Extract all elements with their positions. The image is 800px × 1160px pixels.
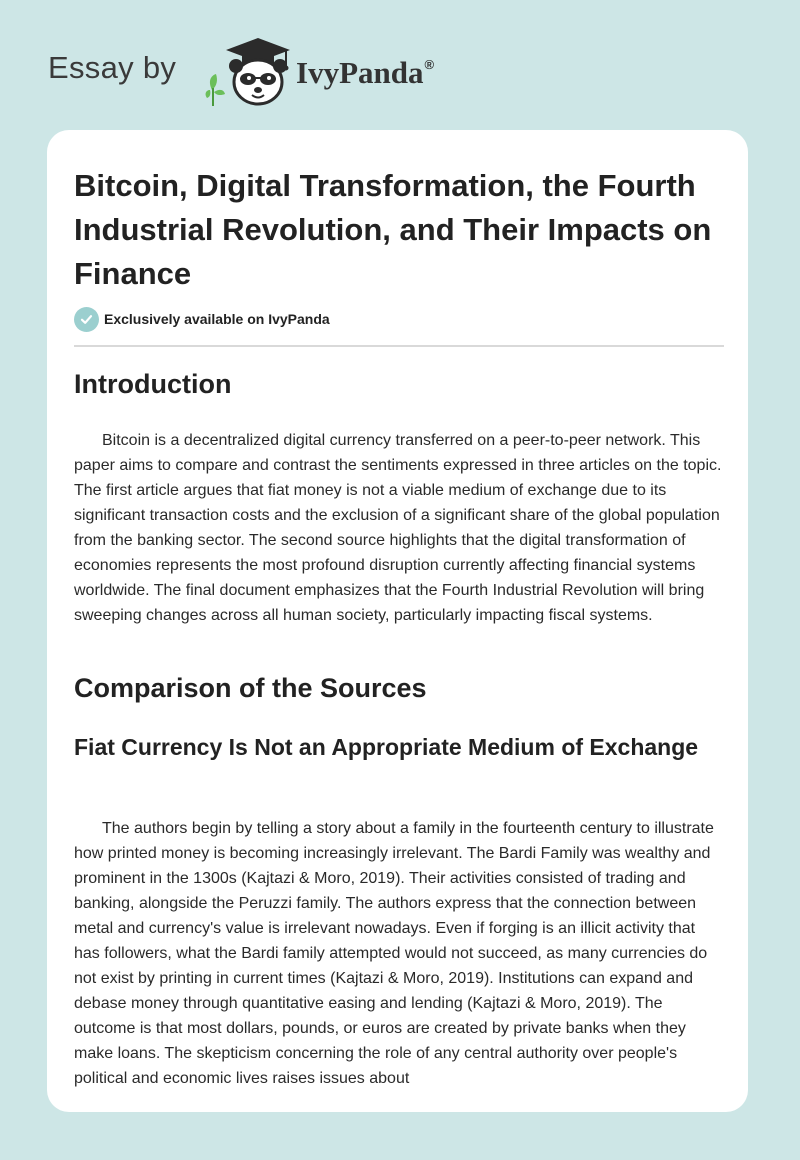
checkmark-icon (74, 307, 99, 332)
site-header (0, 0, 800, 130)
introduction-paragraph: Bitcoin is a decentralized digital currency transferred on a peer-to-peer network. This paper aims to compare and contrast the sentiments expressed in three articles on the topic. The first article argues that fiat money is not a viable medium of exchange due to its significant transaction costs and the exclusion of a significant share of the global population from the banking sector. The second source highlights that the digital transformation of economies represents the most profound disruption currently affecting financial systems worldwide. The final document emphasizes that the Fourth Industrial Revolution will bring sweeping changes across all human society, particularly impacting fiscal systems. (74, 432, 722, 624)
essay-card (47, 130, 748, 1112)
title-divider (74, 345, 724, 347)
exclusive-badge (74, 306, 330, 332)
essay-by-label: Essay by (48, 50, 177, 85)
brand-name[interactable] (296, 55, 434, 91)
panda-graduation-cap-icon[interactable] (198, 32, 296, 112)
fiat-currency-paragraph: The authors begin by telling a story about a family in the fourteenth century to illustrate how printed money is becoming increasingly irrelevant. The Bardi Family was wealthy and prominent in the 1300s (Kajtazi & Moro, 2019). Their activities consisted of trading and banking, alongside the Peruzzi family. The authors express that the connection between metal and currency's value is irrelevant nowadays. Even if forging is an illicit activity that has followers, what the Bardi family attempted would not succeed, as many currencies do not exist by printing in current times (Kajtazi & Moro, 2019). Institutions can expand and debase money through quantitative easing and lending (Kajtazi & Moro, 2019). The outcome is that most dollars, pounds, or euros are created by private banks when they make loans. The skepticism concerning the role of any central authority over people's political and economic lives raises issues about (74, 820, 714, 1087)
brand-name-text: IvyPanda (296, 55, 424, 90)
section-heading-comparison: Comparison of the Sources (74, 673, 427, 703)
subsection-heading-fiat-currency: Fiat Currency Is Not an Appropriate Medium of Exchange (74, 734, 699, 760)
leaf-icon (206, 74, 225, 106)
essay-title: Bitcoin, Digital Transformation, the Fourth Industrial Revolution, and Their Impacts on Finance (74, 168, 712, 291)
exclusive-badge-label: Exclusively available on IvyPanda (104, 311, 330, 327)
registered-mark: ® (424, 57, 435, 72)
section-heading-introduction: Introduction (74, 369, 232, 399)
